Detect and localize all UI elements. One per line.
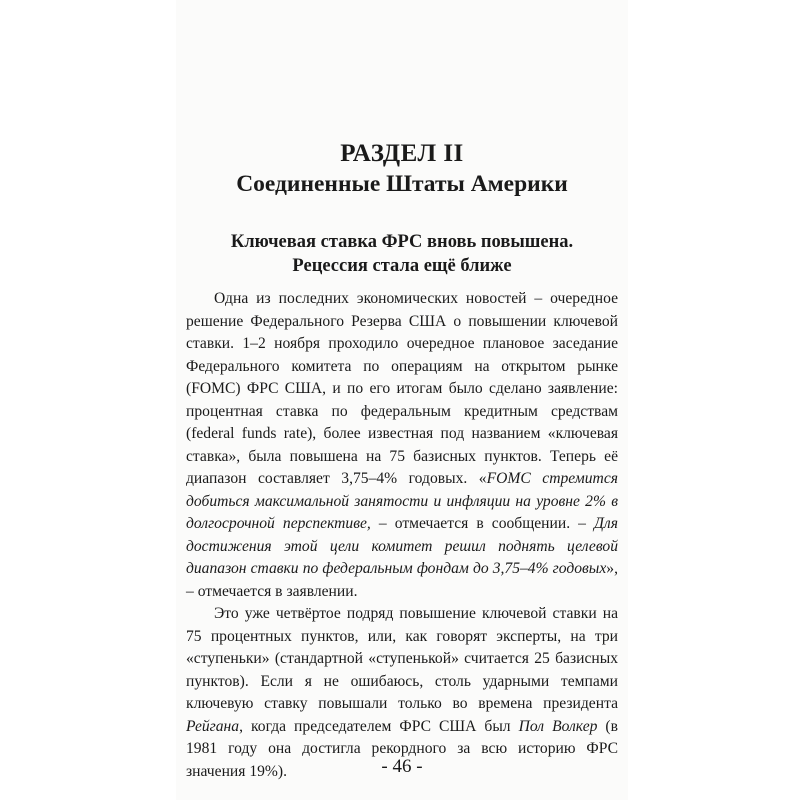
article-title-line-2: Рецессия стала ещё ближе (292, 256, 512, 276)
quote-fomc-goal: FOMC стремится добиться максимальной занятости и инфляции на уровне 2% в долгосрочной перспективе, (186, 470, 618, 532)
paragraph-1 (186, 288, 618, 603)
quote-committee-decision: Для достижения этой цели комитет решил поднять целевой диапазон ставки по федеральным фондам до 3,75–4% годовых (186, 515, 618, 577)
article-title-line-1: Ключевая ставка ФРС вновь повышена. (230, 232, 574, 252)
paragraph-1-text-b: – отмечается в сообщении. – (370, 515, 595, 532)
section-title: Соединенные Штаты Америки (236, 171, 568, 197)
article-body (186, 288, 618, 783)
book-page (176, 0, 628, 800)
paragraph-1-text-a: Одна из последних экономических новостей – очередное решение Федерального Резерва США о повышении ключевой ставки. 1–2 ноября проходило очередное плановое заседание Федерального комитета по операциям на открытом рынке (FOMC) ФРС США, и по его итогам было сделано заявление: процентная ставка по федеральным кредитным средствам (federal funds rate), более известная под названием «ключевая ставка», была повышена на 75 базисных пунктов. Теперь её диапазон составляет 3,75–4% годовых. « (186, 290, 618, 487)
paragraph-2-text-c: (в 1981 году она достигла рекордного за всю историю ФРС значения 19%). (186, 717, 618, 780)
section-label: РАЗДЕЛ II (340, 140, 464, 167)
paragraph-1-text-c: », – отмечается в заявлении. (186, 560, 618, 600)
name-reagan: Рейгана (186, 717, 240, 735)
paragraph-2-text-a: Это уже четвёртое подряд повышение ключевой ставки на 75 процентных пунктов, или, как говорят эксперты, на три «ступеньки» (стандартной «ступенькой» считается 25 базисных пунктов). Если я не ошибаюсь, столь ударными темпами ключевую ставку повышали только во времена президента (186, 605, 618, 712)
name-volcker: Пол Волкер (518, 717, 598, 735)
page-number: - 46 - (381, 756, 423, 777)
paragraph-2-text-b: , когда председателем ФРС США был (239, 717, 519, 735)
